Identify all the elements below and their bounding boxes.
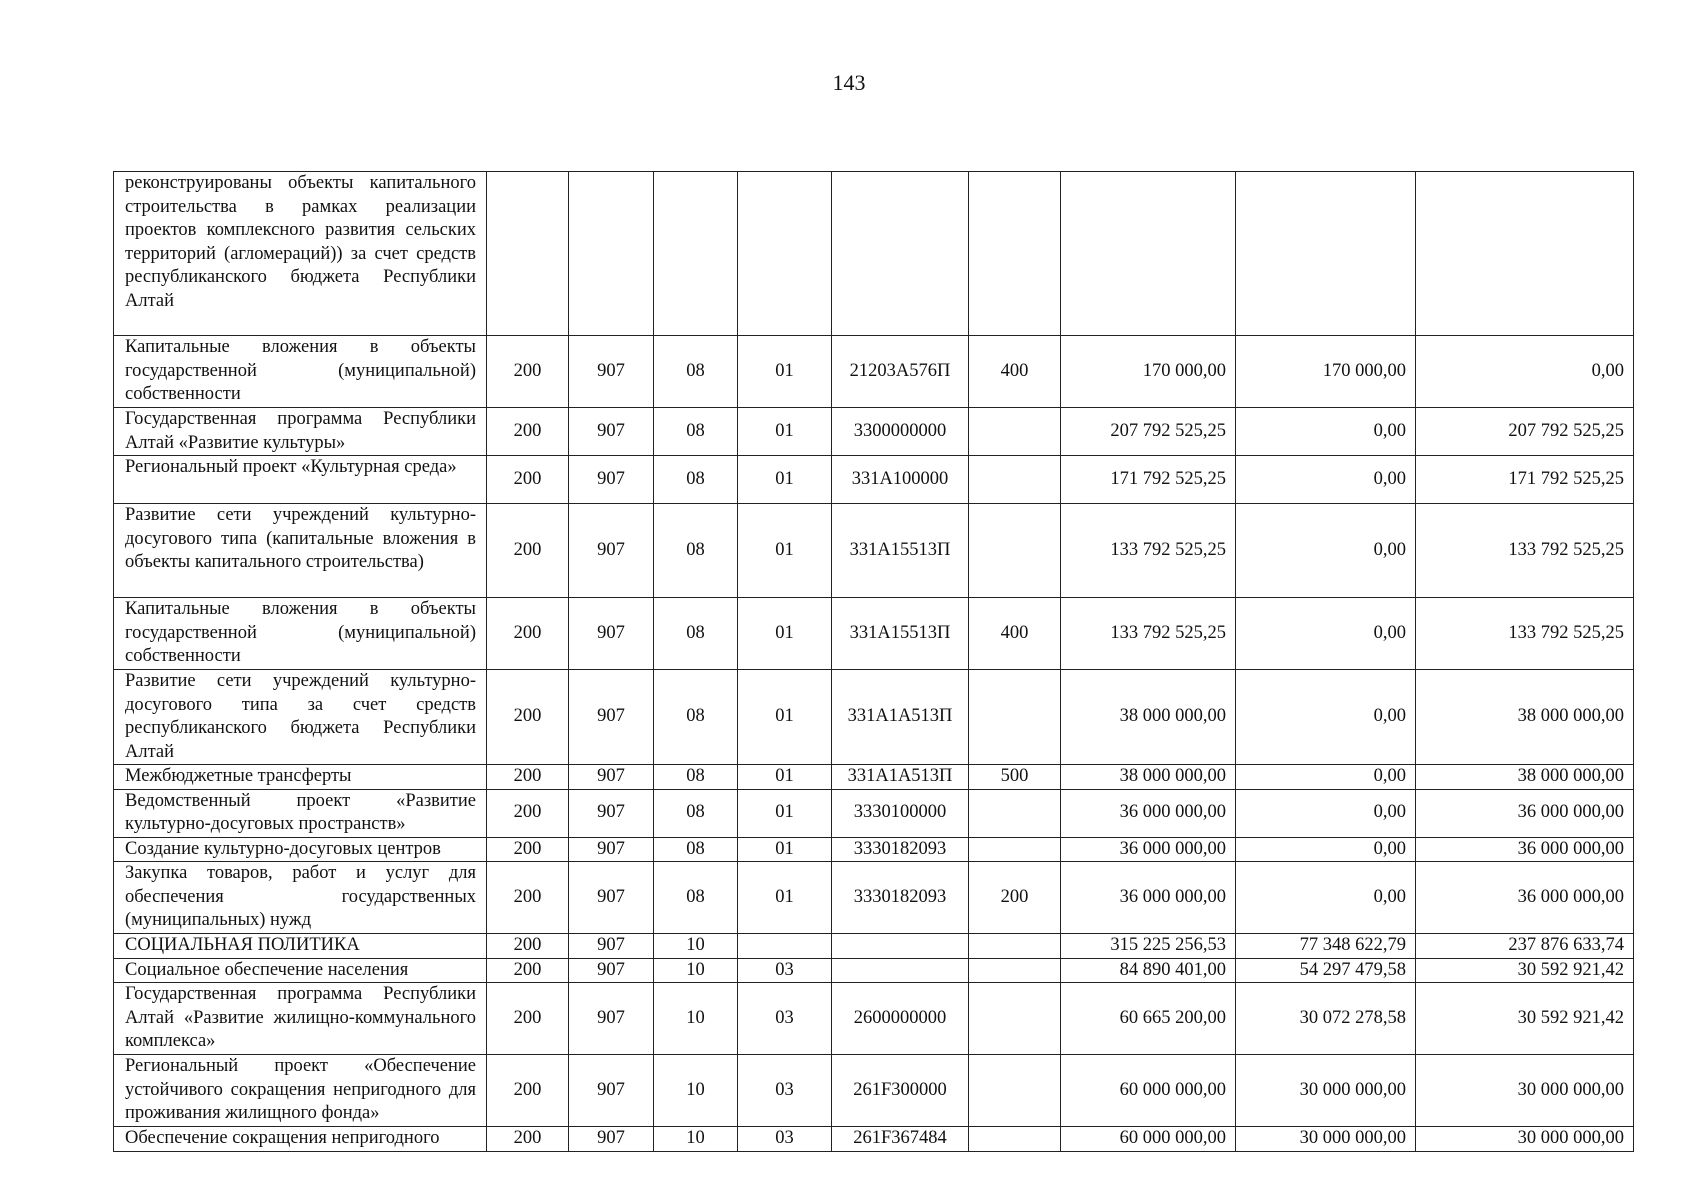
- expense-type-code-cell: [969, 670, 1061, 765]
- amount-total-cell: 207 792 525,25: [1061, 408, 1236, 456]
- row-name-cell: Межбюджетные трансферты: [114, 765, 487, 790]
- subsection-code-cell: 01: [738, 670, 832, 765]
- amount-2-cell: 0,00: [1236, 504, 1416, 598]
- code-1-cell: 200: [487, 837, 569, 862]
- amount-2-cell: 77 348 622,79: [1236, 934, 1416, 959]
- amount-2-cell: 0,00: [1236, 670, 1416, 765]
- table-row: [114, 670, 1634, 765]
- expense-type-code-cell: [969, 1055, 1061, 1127]
- amount-total-cell: 60 000 000,00: [1061, 1055, 1236, 1127]
- subsection-code-cell: 01: [738, 336, 832, 408]
- table-body: [114, 172, 1634, 1152]
- table-row: [114, 862, 1634, 934]
- row-name-cell: Обеспечение сокращения непригодного: [114, 1127, 487, 1152]
- table-row: [114, 789, 1634, 837]
- row-name-cell: Социальное обеспечение населения: [114, 958, 487, 983]
- table-row: [114, 336, 1634, 408]
- amount-total-cell: 133 792 525,25: [1061, 504, 1236, 598]
- amount-3-cell: 30 000 000,00: [1416, 1055, 1634, 1127]
- subsection-code-cell: 01: [738, 504, 832, 598]
- expense-type-code-cell: 400: [969, 336, 1061, 408]
- code-1-cell: 200: [487, 765, 569, 790]
- subsection-code-cell: 03: [738, 983, 832, 1055]
- amount-3-cell: 38 000 000,00: [1416, 670, 1634, 765]
- target-article-code-cell: 3330182093: [832, 837, 969, 862]
- expense-type-code-cell: [969, 1127, 1061, 1152]
- code-2-cell: 907: [569, 456, 654, 504]
- code-1-cell: 200: [487, 789, 569, 837]
- target-article-code-cell: 21203А576П: [832, 336, 969, 408]
- code-2-cell: 907: [569, 336, 654, 408]
- amount-total-cell: 171 792 525,25: [1061, 456, 1236, 504]
- target-article-code-cell: [832, 958, 969, 983]
- amount-3-cell: 38 000 000,00: [1416, 765, 1634, 790]
- amount-3-cell: 133 792 525,25: [1416, 504, 1634, 598]
- expense-type-code-cell: 500: [969, 765, 1061, 790]
- row-name-cell: Создание культурно-досуговых центров: [114, 837, 487, 862]
- section-code-cell: 08: [654, 789, 738, 837]
- amount-3-cell: 30 000 000,00: [1416, 1127, 1634, 1152]
- table-row: [114, 983, 1634, 1055]
- amount-2-cell: 0,00: [1236, 765, 1416, 790]
- amount-2-cell: 0,00: [1236, 862, 1416, 934]
- expense-type-code-cell: [969, 789, 1061, 837]
- code-1-cell: 200: [487, 336, 569, 408]
- amount-3-cell: 36 000 000,00: [1416, 862, 1634, 934]
- section-code-cell: 08: [654, 336, 738, 408]
- expense-type-code-cell: 200: [969, 862, 1061, 934]
- amount-2-cell: [1236, 172, 1416, 336]
- section-code-cell: 08: [654, 504, 738, 598]
- expense-type-code-cell: [969, 172, 1061, 336]
- code-2-cell: 907: [569, 862, 654, 934]
- amount-3-cell: 207 792 525,25: [1416, 408, 1634, 456]
- section-code-cell: 08: [654, 456, 738, 504]
- row-name-cell: реконструированы объекты капитального строительства в рамках реализации проектов комплексного развития сельских территорий (агломераций)) за счет средств республиканского бюджета Республики Алтай: [114, 172, 487, 336]
- amount-2-cell: 0,00: [1236, 408, 1416, 456]
- amount-2-cell: 0,00: [1236, 598, 1416, 670]
- section-code-cell: 08: [654, 837, 738, 862]
- amount-3-cell: 133 792 525,25: [1416, 598, 1634, 670]
- table-row: [114, 598, 1634, 670]
- target-article-code-cell: 3330182093: [832, 862, 969, 934]
- section-code-cell: 10: [654, 958, 738, 983]
- table-row: [114, 765, 1634, 790]
- amount-total-cell: 36 000 000,00: [1061, 862, 1236, 934]
- table-row: [114, 456, 1634, 504]
- section-code-cell: 08: [654, 408, 738, 456]
- table-row: [114, 958, 1634, 983]
- amount-total-cell: 60 000 000,00: [1061, 1127, 1236, 1152]
- code-1-cell: 200: [487, 934, 569, 959]
- amount-total-cell: 36 000 000,00: [1061, 789, 1236, 837]
- code-2-cell: 907: [569, 504, 654, 598]
- amount-2-cell: 0,00: [1236, 456, 1416, 504]
- amount-total-cell: [1061, 172, 1236, 336]
- target-article-code-cell: 331А1А513П: [832, 670, 969, 765]
- code-2-cell: 907: [569, 934, 654, 959]
- code-2-cell: 907: [569, 408, 654, 456]
- amount-total-cell: 315 225 256,53: [1061, 934, 1236, 959]
- section-code-cell: 10: [654, 983, 738, 1055]
- target-article-code-cell: 2600000000: [832, 983, 969, 1055]
- target-article-code-cell: 331А1А513П: [832, 765, 969, 790]
- amount-2-cell: 30 000 000,00: [1236, 1127, 1416, 1152]
- amount-2-cell: 54 297 479,58: [1236, 958, 1416, 983]
- row-name-cell: Региональный проект «Культурная среда»: [114, 456, 487, 504]
- code-2-cell: 907: [569, 983, 654, 1055]
- code-2-cell: 907: [569, 789, 654, 837]
- section-code-cell: 08: [654, 598, 738, 670]
- amount-2-cell: 0,00: [1236, 837, 1416, 862]
- table-row: [114, 408, 1634, 456]
- target-article-code-cell: [832, 934, 969, 959]
- code-1-cell: 200: [487, 1127, 569, 1152]
- code-2-cell: 907: [569, 958, 654, 983]
- amount-2-cell: 30 072 278,58: [1236, 983, 1416, 1055]
- subsection-code-cell: 03: [738, 958, 832, 983]
- budget-table: [113, 171, 1634, 1152]
- code-1-cell: 200: [487, 598, 569, 670]
- table-row: [114, 1055, 1634, 1127]
- code-1-cell: 200: [487, 983, 569, 1055]
- page-number: 143: [832, 70, 866, 95]
- amount-total-cell: 84 890 401,00: [1061, 958, 1236, 983]
- row-name-cell: Государственная программа Республики Алтай «Развитие культуры»: [114, 408, 487, 456]
- expense-type-code-cell: [969, 837, 1061, 862]
- code-1-cell: 200: [487, 408, 569, 456]
- code-2-cell: 907: [569, 765, 654, 790]
- target-article-code-cell: 3330100000: [832, 789, 969, 837]
- subsection-code-cell: 01: [738, 765, 832, 790]
- code-2-cell: 907: [569, 598, 654, 670]
- code-2-cell: 907: [569, 1127, 654, 1152]
- subsection-code-cell: 01: [738, 598, 832, 670]
- expense-type-code-cell: [969, 504, 1061, 598]
- expense-type-code-cell: [969, 934, 1061, 959]
- section-code-cell: 10: [654, 934, 738, 959]
- subsection-code-cell: 01: [738, 837, 832, 862]
- section-code-cell: 08: [654, 670, 738, 765]
- expense-type-code-cell: [969, 958, 1061, 983]
- code-1-cell: 200: [487, 504, 569, 598]
- amount-3-cell: 30 592 921,42: [1416, 983, 1634, 1055]
- subsection-code-cell: 03: [738, 1055, 832, 1127]
- target-article-code-cell: 3300000000: [832, 408, 969, 456]
- row-name-cell: Капитальные вложения в объекты государственной (муниципальной) собственности: [114, 598, 487, 670]
- subsection-code-cell: 01: [738, 408, 832, 456]
- target-article-code-cell: 331А15513П: [832, 504, 969, 598]
- code-2-cell: 907: [569, 837, 654, 862]
- table-row: [114, 1127, 1634, 1152]
- code-1-cell: [487, 172, 569, 336]
- table-row: [114, 504, 1634, 598]
- subsection-code-cell: [738, 934, 832, 959]
- amount-3-cell: 36 000 000,00: [1416, 837, 1634, 862]
- code-1-cell: 200: [487, 456, 569, 504]
- row-name-cell: Закупка товаров, работ и услуг для обеспечения государственных (муниципальных) нужд: [114, 862, 487, 934]
- amount-3-cell: [1416, 172, 1634, 336]
- row-name-cell: СОЦИАЛЬНАЯ ПОЛИТИКА: [114, 934, 487, 959]
- section-code-cell: 10: [654, 1055, 738, 1127]
- amount-total-cell: 60 665 200,00: [1061, 983, 1236, 1055]
- row-name-cell: Региональный проект «Обеспечение устойчивого сокращения непригодного для проживания жилищного фонда»: [114, 1055, 487, 1127]
- amount-total-cell: 38 000 000,00: [1061, 670, 1236, 765]
- amount-2-cell: 0,00: [1236, 789, 1416, 837]
- expense-type-code-cell: 400: [969, 598, 1061, 670]
- section-code-cell: 08: [654, 765, 738, 790]
- target-article-code-cell: 261F367484: [832, 1127, 969, 1152]
- table-row: [114, 172, 1634, 336]
- expense-type-code-cell: [969, 456, 1061, 504]
- amount-2-cell: 30 000 000,00: [1236, 1055, 1416, 1127]
- amount-3-cell: 171 792 525,25: [1416, 456, 1634, 504]
- subsection-code-cell: 01: [738, 456, 832, 504]
- row-name-cell: Развитие сети учреждений культурно-досугового типа за счет средств республиканского бюджета Республики Алтай: [114, 670, 487, 765]
- row-name-cell: Ведомственный проект «Развитие культурно-досуговых пространств»: [114, 789, 487, 837]
- amount-3-cell: 30 592 921,42: [1416, 958, 1634, 983]
- target-article-code-cell: 261F300000: [832, 1055, 969, 1127]
- amount-3-cell: 0,00: [1416, 336, 1634, 408]
- amount-3-cell: 237 876 633,74: [1416, 934, 1634, 959]
- expense-type-code-cell: [969, 408, 1061, 456]
- amount-total-cell: 38 000 000,00: [1061, 765, 1236, 790]
- table-row: [114, 934, 1634, 959]
- subsection-code-cell: 01: [738, 789, 832, 837]
- row-name-cell: Развитие сети учреждений культурно-досугового типа (капитальные вложения в объекты капитального строительства): [114, 504, 487, 598]
- section-code-cell: 08: [654, 862, 738, 934]
- row-name-cell: Государственная программа Республики Алтай «Развитие жилищно-коммунального комплекса»: [114, 983, 487, 1055]
- amount-total-cell: 133 792 525,25: [1061, 598, 1236, 670]
- code-2-cell: 907: [569, 670, 654, 765]
- expense-type-code-cell: [969, 983, 1061, 1055]
- code-2-cell: [569, 172, 654, 336]
- subsection-code-cell: [738, 172, 832, 336]
- amount-3-cell: 36 000 000,00: [1416, 789, 1634, 837]
- code-1-cell: 200: [487, 958, 569, 983]
- code-1-cell: 200: [487, 1055, 569, 1127]
- code-1-cell: 200: [487, 670, 569, 765]
- amount-2-cell: 170 000,00: [1236, 336, 1416, 408]
- code-2-cell: 907: [569, 1055, 654, 1127]
- amount-total-cell: 170 000,00: [1061, 336, 1236, 408]
- section-code-cell: [654, 172, 738, 336]
- section-code-cell: 10: [654, 1127, 738, 1152]
- target-article-code-cell: 331А15513П: [832, 598, 969, 670]
- amount-total-cell: 36 000 000,00: [1061, 837, 1236, 862]
- target-article-code-cell: 331А100000: [832, 456, 969, 504]
- target-article-code-cell: [832, 172, 969, 336]
- subsection-code-cell: 03: [738, 1127, 832, 1152]
- row-name-cell: Капитальные вложения в объекты государственной (муниципальной) собственности: [114, 336, 487, 408]
- table-row: [114, 837, 1634, 862]
- code-1-cell: 200: [487, 862, 569, 934]
- subsection-code-cell: 01: [738, 862, 832, 934]
